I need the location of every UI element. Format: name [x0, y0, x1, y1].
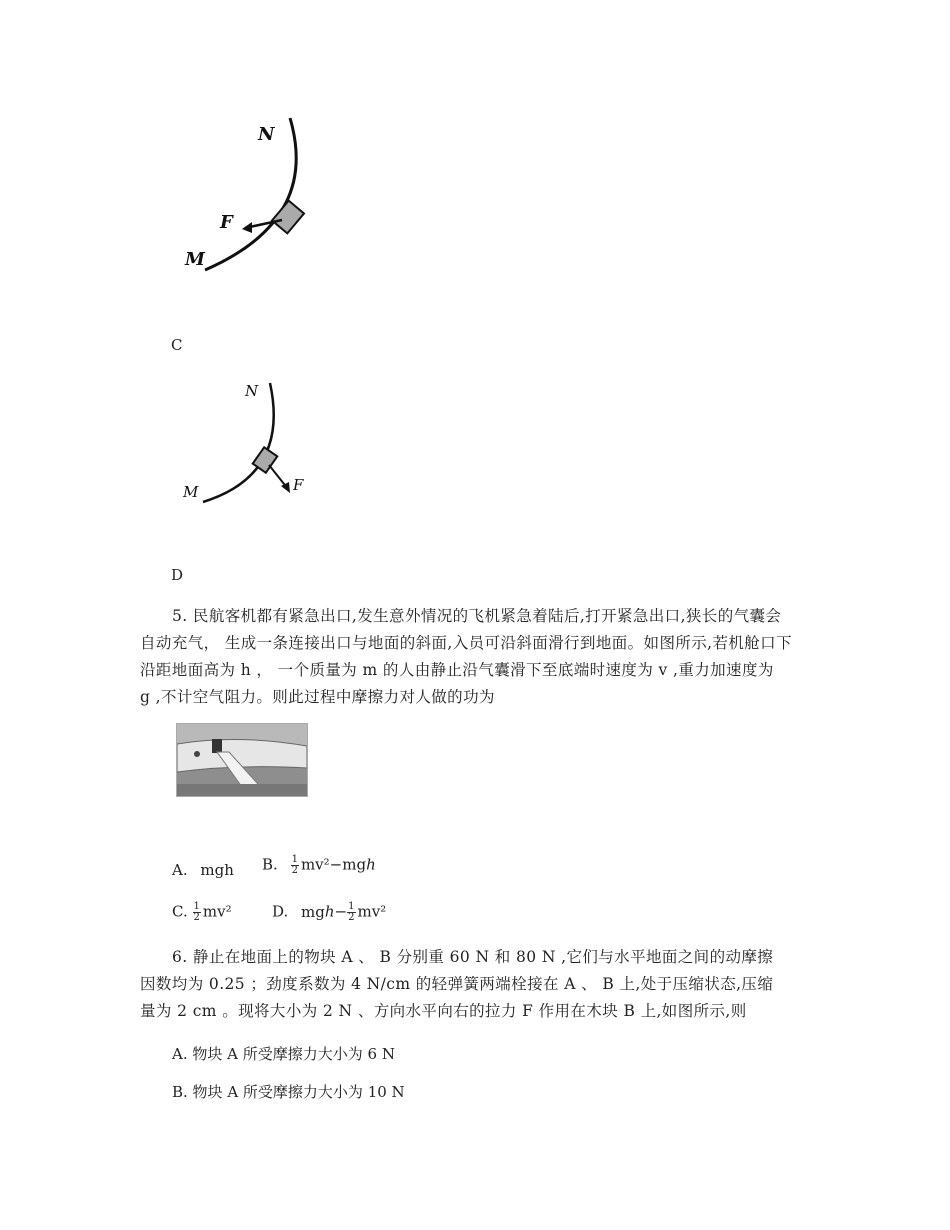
force-arrowhead	[281, 482, 290, 493]
airplane-slide-photo	[176, 723, 308, 797]
q6-line-2: 因数均为 0.25 ；劲度系数为 4 N/cm 的轻弹簧两端栓接在 A 、 B 上,处于压缩状态,压缩	[140, 975, 774, 993]
curve-track	[205, 118, 296, 270]
option-c-text: mv²	[202, 902, 232, 921]
option-a-prefix: A.	[172, 861, 188, 879]
block	[272, 201, 304, 234]
question-6	[140, 944, 820, 1025]
option-d-label: D	[171, 566, 184, 584]
label-m: M	[183, 483, 199, 501]
option-b-prefix: B.	[262, 855, 278, 874]
q5-option-a[interactable]	[172, 861, 234, 879]
q5-line-2: 自动充气， 生成一条连接出口与地面的斜面,入员可沿斜面滑行到地面。如图所示,若机舱口下	[140, 634, 792, 652]
fraction-denominator: 2	[348, 912, 355, 923]
fraction-denominator: 2	[193, 912, 200, 923]
q5-option-d[interactable]	[272, 902, 386, 923]
fraction-half	[193, 902, 201, 923]
figure-d-diagram	[175, 375, 325, 510]
q5-option-b[interactable]	[262, 855, 376, 876]
option-d-text-pre: mg	[301, 902, 325, 921]
force-arrowhead	[242, 222, 252, 233]
q5-option-c[interactable]	[172, 902, 232, 923]
option-d-prefix: D.	[272, 902, 289, 921]
fraction-numerator: 1	[348, 901, 355, 912]
q6-line-1: 6. 静止在地面上的物块 A 、 B 分别重 60 N 和 80 N ,它们与水平地面之间的动摩擦	[172, 948, 774, 966]
option-d-text: mv²	[357, 902, 387, 921]
q5-line-4: g ,不计空气阻力。则此过程中摩擦力对人做的功为	[140, 688, 495, 706]
fraction-numerator: 1	[291, 854, 298, 865]
option-b-text: mv²−mg	[300, 855, 367, 874]
label-f: F	[220, 212, 233, 233]
option-c-label: C	[171, 336, 183, 354]
label-n: N	[258, 124, 275, 145]
label-m: M	[185, 249, 205, 270]
question-5	[140, 603, 820, 711]
q6-line-3: 量为 2 cm 。现将大小为 2 N 、方向水平向右的拉力 F 作用在木块 B 上,如图所示,则	[140, 1002, 747, 1020]
fraction-half	[291, 855, 299, 876]
label-n: N	[245, 382, 259, 400]
figure-c-diagram	[170, 110, 330, 280]
fraction-numerator: 1	[193, 901, 200, 912]
option-d-var: h	[324, 902, 335, 921]
fraction-denominator: 2	[291, 865, 298, 876]
q6-option-a[interactable]: A. 物块 A 所受摩擦力大小为 6 N	[172, 1045, 395, 1063]
curve-track	[203, 383, 274, 502]
option-c-prefix: C.	[172, 902, 188, 921]
q5-line-1: 5. 民航客机都有紧急出口,发生意外情况的飞机紧急着陆后,打开紧急出口,狭长的气囊会	[172, 607, 782, 625]
option-a-text: mgh	[200, 861, 234, 879]
fraction-half	[347, 902, 355, 923]
q6-option-b[interactable]: B. 物块 A 所受摩擦力大小为 10 N	[172, 1083, 405, 1101]
q5-line-3: 沿距地面高为 h ， 一个质量为 m 的人由静止沿气囊滑下至底端时速度为 v ,重力加速度为	[140, 661, 774, 679]
option-b-var: h	[366, 855, 376, 874]
option-d-minus: −	[334, 902, 348, 921]
label-f: F	[293, 476, 304, 494]
